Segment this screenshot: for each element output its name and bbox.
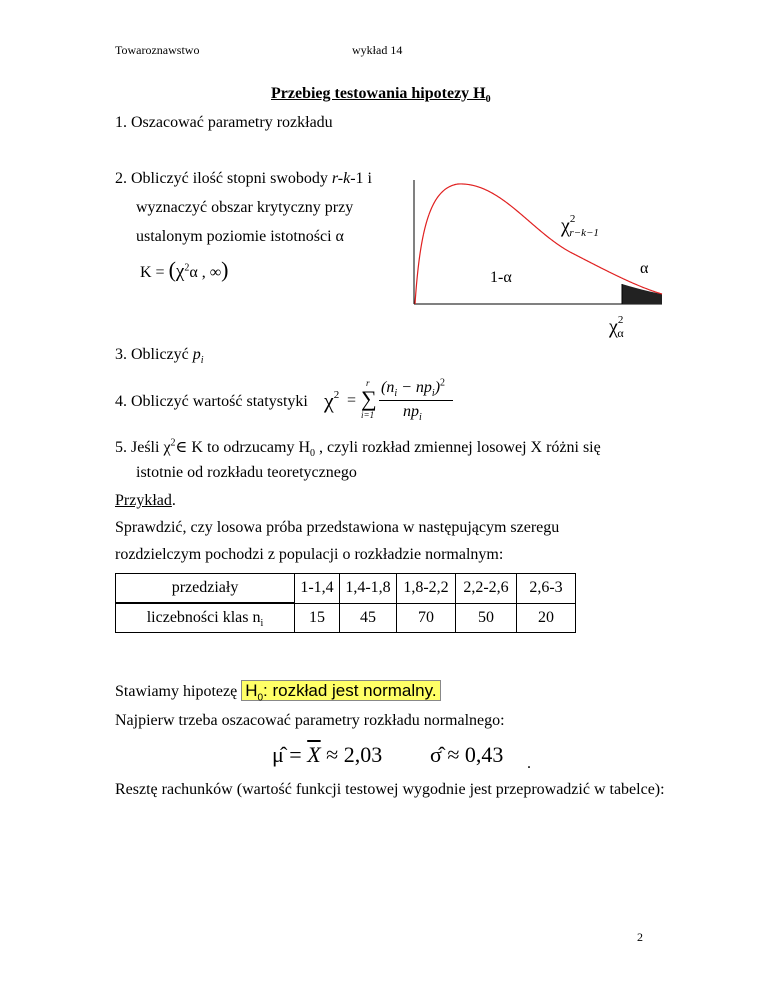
num-a: (n: [381, 379, 395, 396]
chart-label-chi: [561, 215, 605, 238]
chart-label-critical: [609, 316, 630, 339]
example-text-2: rozdzielczym pochodzi z populacji o rozkładzie normalnym:: [115, 546, 504, 563]
step-4: 4. Obliczyć wartość statystyki: [115, 393, 308, 410]
row2-label-sub: i: [260, 618, 264, 630]
step-3: [115, 346, 204, 367]
table-cell: 20: [517, 603, 576, 633]
chart-crit-sup: 2: [617, 314, 624, 326]
chart-chi-sup: 2: [569, 213, 576, 225]
chart-chi-symbol: χ: [561, 215, 570, 237]
estimate-mu: [272, 742, 382, 768]
header-left: Towaroznawstwo: [115, 43, 200, 57]
den-sub: i: [419, 412, 422, 424]
hypothesis-h-sub: 0: [257, 692, 264, 704]
table-cell-label: przedziały: [116, 574, 295, 604]
step-5-sup: 2: [170, 437, 176, 449]
page-title-sub: 0: [485, 94, 491, 106]
example-heading-dot: .: [171, 492, 176, 509]
chart-crit-sub: α: [617, 326, 624, 340]
rest-text: Resztę rachunków (wartość funkcji testowej wygodnie jest przeprowadzić w tabelce):: [115, 781, 665, 798]
step-3-var: p: [192, 346, 201, 363]
table-cell: 1,4-1,8: [340, 574, 397, 604]
table-cell: 1,8-2,2: [397, 574, 456, 604]
chart-label-alpha: α: [640, 260, 649, 277]
step-2-var: r-k: [331, 170, 351, 187]
table-cell: 70: [397, 603, 456, 633]
hypothesis-text: : rozkład jest normalny.: [263, 681, 437, 700]
estimate-dot: .: [527, 755, 531, 772]
mu-label: μ̂ =: [272, 742, 308, 767]
page-title: [271, 85, 491, 106]
mu-value: ≈ 2,03: [320, 742, 383, 767]
step-3-sub: i: [200, 355, 204, 367]
page-number: 2: [637, 930, 643, 944]
fraction-bar: [379, 400, 453, 401]
formula-chi-sup: 2: [333, 389, 340, 401]
table-row: [116, 574, 576, 604]
step-5-c: , czyli rozkład zmiennej losowej X różni się: [315, 439, 601, 456]
table-cell: 2,2-2,6: [456, 574, 517, 604]
frequency-table: [115, 573, 576, 633]
table-cell: 50: [456, 603, 517, 633]
estimate-sigma: σ̂ ≈ 0,43: [430, 742, 504, 767]
formula-sum-bottom: i=1: [361, 410, 375, 420]
page-title-text: Przebieg testowania hipotezy H: [271, 85, 486, 102]
statistic-chi: [324, 388, 339, 414]
step-2-line-3: ustalonym poziomie istotności α: [136, 228, 344, 245]
estimate-intro: Najpierw trzeba oszacować parametry rozkładu normalnego:: [115, 712, 505, 729]
num-sub: i: [394, 388, 398, 400]
chart-chi-sub: r−k−1: [569, 227, 599, 239]
table-cell: 2,6-3: [517, 574, 576, 604]
table-cell: 45: [340, 603, 397, 633]
table-row: [116, 603, 576, 633]
xbar: $\overline{X}$: [307, 742, 321, 767]
hypothesis-highlight: [241, 680, 440, 704]
chart-crit-symbol: χ: [609, 316, 618, 338]
header-center: wykład 14: [352, 43, 403, 57]
step-5-b: ∈ K to odrzucamy H: [175, 439, 311, 456]
hypothesis-line: [115, 681, 441, 704]
den-a: np: [403, 403, 419, 420]
table-cell: 1-1,4: [295, 574, 340, 604]
step-2-line-1: [115, 170, 372, 188]
hypothesis-h: H: [245, 681, 258, 700]
step-5-line-1: [115, 437, 601, 460]
formula-equals: =: [347, 392, 357, 409]
step-5-line-2: istotnie od rozkładu teoretycznego: [136, 464, 357, 481]
formula-numerator: [381, 377, 446, 400]
step-3-text: 3. Obliczyć: [115, 346, 193, 363]
table-cell-label: [116, 603, 295, 633]
formula-chi: χ: [324, 388, 334, 413]
formula-denominator: [403, 403, 422, 424]
step-5-a: 5. Jeśli χ: [115, 439, 171, 456]
critical-region-formula: $K = (\chi^2\alpha$ , ∞): [140, 257, 229, 282]
example-text-1: Sprawdzić, czy losowa próba przedstawiona w następującym szeregu: [115, 519, 560, 536]
chart-label-one-minus-alpha: 1-α: [490, 269, 512, 286]
hypothesis-lead: Stawiamy hipotezę: [115, 683, 242, 700]
formula-sum: ∑: [361, 386, 377, 411]
step-2-text-b: -1 i: [350, 170, 372, 187]
formula-sum-top: r: [366, 378, 370, 388]
chi-square-chart: [400, 170, 700, 350]
num-end: ): [434, 379, 441, 396]
k-label: K =: [140, 264, 169, 281]
example-heading: [115, 492, 176, 510]
num-sub2: i: [431, 388, 435, 400]
step-5-sub: 0: [310, 448, 316, 460]
row2-label: liczebności klas n: [146, 609, 261, 626]
step-2-line-2: wyznaczyć obszar krytyczny przy: [136, 199, 354, 216]
step-2-text-a: 2. Obliczyć ilość stopni swobody: [115, 170, 332, 187]
table-cell: 15: [295, 603, 340, 633]
k-chi: χ: [175, 261, 185, 282]
k-sup: 2: [184, 262, 190, 274]
example-heading-text: Przykład: [115, 492, 172, 509]
step-1: 1. Oszacować parametry rozkładu: [115, 114, 333, 131]
k-interval: α , ∞: [189, 264, 222, 281]
num-sup: 2: [440, 377, 446, 389]
num-mid: − np: [397, 379, 432, 396]
